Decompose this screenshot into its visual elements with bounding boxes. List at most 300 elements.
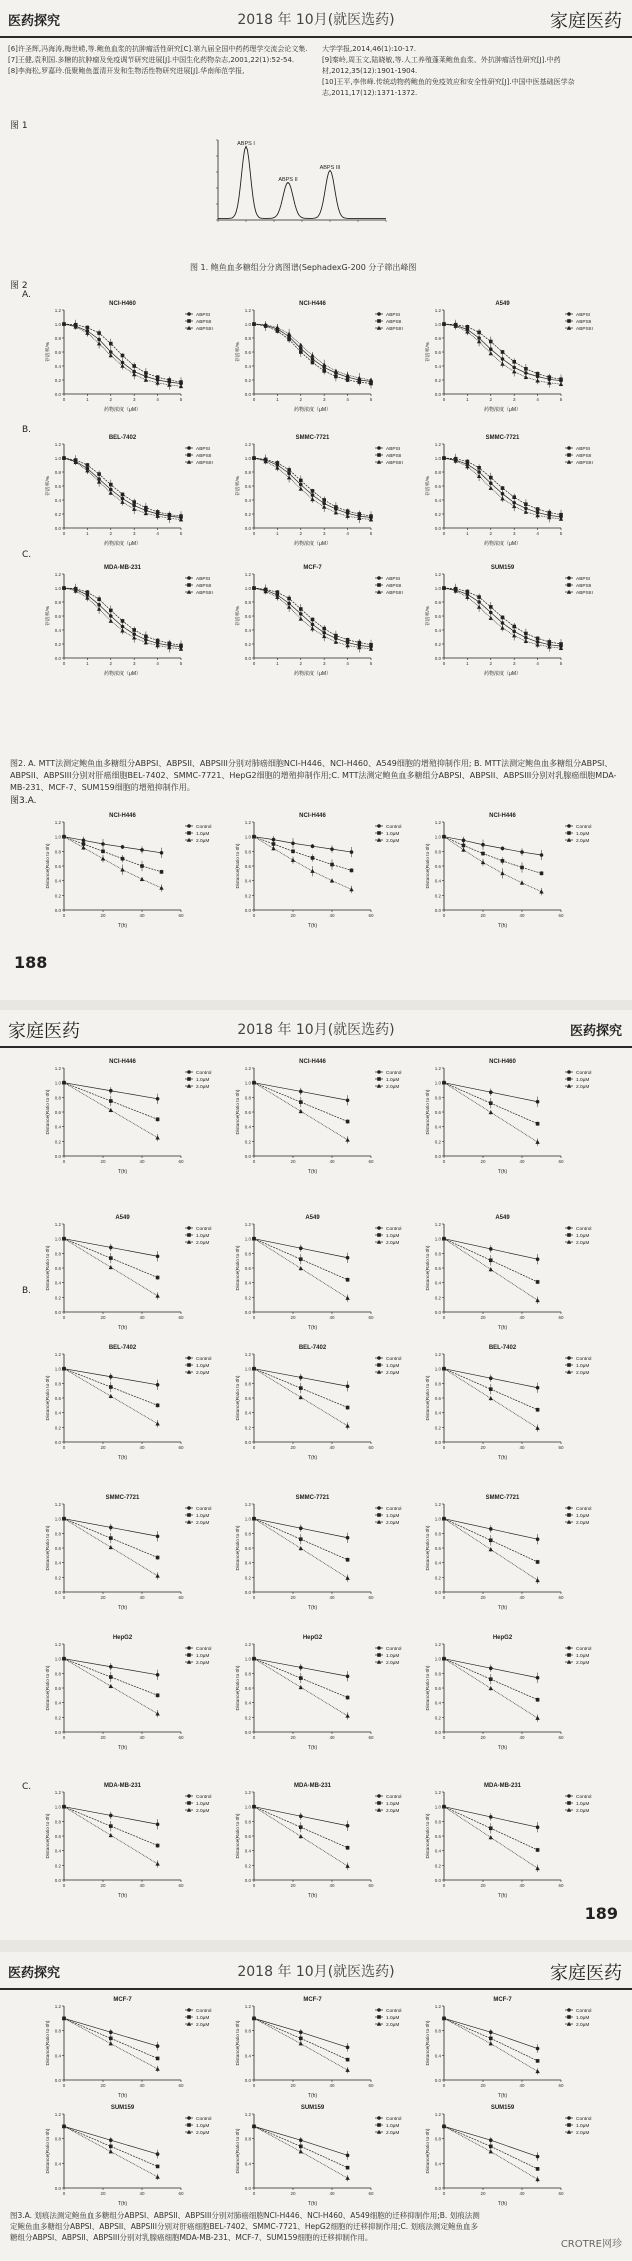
legend-label: 2.0μM bbox=[576, 2023, 590, 2028]
y-tick-label: 0.4 bbox=[434, 2161, 441, 2167]
header-issue: 2018 年 10月(就医选药) bbox=[237, 1964, 395, 1980]
y-tick-label: 1.2 bbox=[244, 1790, 251, 1795]
data-point bbox=[477, 466, 481, 470]
x-tick-label: 1 bbox=[276, 531, 279, 536]
y-tick-label: 0.8 bbox=[54, 1251, 61, 1257]
y-tick-label: 0.8 bbox=[54, 1531, 61, 1537]
x-tick-label: 1 bbox=[276, 661, 279, 666]
y-axis-label: Distance(Ratio to 0h) bbox=[426, 1525, 431, 1571]
y-tick-label: 0.6 bbox=[434, 1686, 441, 1691]
y-tick-label: 1.0 bbox=[434, 456, 441, 461]
y-tick-label: 0.8 bbox=[244, 1095, 251, 1101]
x-tick-label: 5 bbox=[369, 397, 373, 402]
data-point bbox=[287, 332, 291, 336]
data-point bbox=[535, 379, 539, 383]
y-tick-label: 1.0 bbox=[434, 1656, 441, 1662]
figure-1-caption: 图 1. 鲍鱼血多糖组分分离图谱(SephadexG-200 分子筛出峰图 bbox=[190, 263, 417, 272]
data-point bbox=[311, 618, 315, 622]
chart-title: MCF-7 bbox=[113, 1997, 132, 2003]
reference-item: [9]秦岭,周玉文,陆晓敏,等.人工养殖蓬莱鲍鱼血浆、外抗肿瘤活性研究[J].中药材,2012,35(12):1901-1904. bbox=[322, 56, 561, 75]
line-chart bbox=[38, 560, 223, 678]
y-tick-label: 0.6 bbox=[244, 1266, 251, 1271]
chart-title: BEL-7402 bbox=[488, 1345, 517, 1351]
legend-label: 2.0μM bbox=[196, 1521, 210, 1526]
line-chart bbox=[38, 1992, 223, 2100]
legend-label: Control bbox=[196, 1227, 212, 1232]
data-point bbox=[535, 2069, 539, 2073]
data-point bbox=[132, 507, 136, 511]
chart-title: BEL-7402 bbox=[108, 1345, 137, 1351]
data-point bbox=[461, 848, 465, 852]
chart-title: SMMC-7721 bbox=[105, 1495, 140, 1501]
data-point bbox=[559, 382, 563, 386]
row-label-c: C. bbox=[22, 1782, 32, 1792]
line-chart bbox=[418, 1490, 603, 1612]
y-tick-label: 1.2 bbox=[54, 820, 61, 825]
data-point bbox=[535, 1866, 539, 1870]
data-point bbox=[109, 1089, 113, 1093]
y-tick-label: 0.4 bbox=[244, 1560, 251, 1566]
x-tick-label: 0 bbox=[62, 2191, 66, 2196]
y-axis-label: Distance(Ratio to 0h) bbox=[426, 1245, 431, 1291]
x-tick-label: 20 bbox=[480, 1445, 486, 1450]
header-section: 医药探究 bbox=[569, 1024, 622, 1039]
reference-item: [6]许圣辉,冯海涛,梅世崂,等.鲍鱼血浆的抗肿瘤活性研究[C].第九届全国中药药理学交流会论文集. bbox=[8, 45, 308, 53]
y-tick-label: 0.0 bbox=[54, 2078, 61, 2083]
data-point bbox=[524, 510, 528, 514]
y-tick-label: 0.8 bbox=[244, 1671, 251, 1677]
data-point bbox=[567, 319, 571, 323]
x-tick-label: 0 bbox=[252, 1445, 256, 1450]
legend-label: Control bbox=[386, 2009, 402, 2014]
data-point bbox=[155, 1711, 159, 1715]
x-axis-label: T(h) bbox=[497, 2201, 508, 2207]
y-tick-label: 1.0 bbox=[434, 1516, 441, 1522]
y-tick-label: 0.2 bbox=[434, 893, 441, 899]
y-axis-label: Distance(Ratio to 0h) bbox=[46, 1245, 51, 1291]
x-tick-label: 40 bbox=[139, 1445, 145, 1450]
y-tick-label: 1.0 bbox=[244, 1516, 251, 1522]
data-point bbox=[109, 2037, 113, 2041]
data-point bbox=[109, 491, 113, 495]
x-tick-label: 60 bbox=[558, 1445, 564, 1450]
data-point bbox=[346, 1278, 350, 1282]
data-point bbox=[97, 472, 101, 476]
series-line bbox=[64, 837, 162, 872]
y-tick-label: 0.8 bbox=[244, 2028, 251, 2034]
data-point bbox=[322, 362, 326, 366]
data-point bbox=[567, 2123, 571, 2127]
series-line bbox=[64, 458, 181, 520]
data-point bbox=[311, 489, 315, 493]
y-tick-label: 1.2 bbox=[244, 1352, 251, 1357]
x-tick-label: 40 bbox=[519, 1159, 525, 1164]
y-tick-label: 0.8 bbox=[54, 2136, 61, 2142]
data-point bbox=[310, 626, 314, 630]
x-tick-label: 60 bbox=[178, 1883, 184, 1888]
data-point bbox=[489, 1666, 493, 1670]
y-axis-label: 存活率/% bbox=[426, 342, 431, 362]
x-tick-label: 2 bbox=[299, 531, 303, 536]
chart-title: A549 bbox=[305, 1215, 320, 1221]
y-tick-label: 0.8 bbox=[244, 470, 251, 475]
legend-label: 2.0μM bbox=[386, 1521, 400, 1526]
y-tick-label: 0.4 bbox=[54, 1700, 61, 1706]
y-axis-label: Distance(Ratio to 0h) bbox=[46, 843, 51, 889]
data-point bbox=[536, 507, 540, 511]
data-point bbox=[489, 1110, 493, 1114]
x-tick-label: 2 bbox=[109, 397, 113, 402]
x-tick-label: 0 bbox=[62, 1445, 66, 1450]
legend-label: ABPSII bbox=[576, 320, 592, 325]
x-tick-label: 0 bbox=[62, 1735, 66, 1740]
data-point bbox=[120, 500, 124, 504]
x-axis-label: T(h) bbox=[117, 1893, 128, 1899]
chart-title: NCI-H446 bbox=[299, 813, 326, 819]
y-axis-label: Distance(Ratio to 0h) bbox=[236, 1665, 241, 1711]
y-tick-label: 1.2 bbox=[434, 1066, 441, 1071]
line-chart bbox=[38, 296, 223, 414]
data-point bbox=[346, 2154, 350, 2158]
y-tick-label: 0.0 bbox=[244, 656, 251, 661]
x-tick-label: 20 bbox=[480, 1883, 486, 1888]
data-point bbox=[330, 863, 334, 867]
y-axis-label: Distance(Ratio to 0h) bbox=[46, 1089, 51, 1135]
y-tick-label: 0.0 bbox=[434, 1730, 441, 1735]
y-tick-label: 0.4 bbox=[434, 628, 441, 633]
legend-label: Control bbox=[386, 1357, 402, 1362]
y-tick-label: 0.4 bbox=[434, 878, 441, 884]
y-tick-label: 0.2 bbox=[244, 893, 251, 899]
y-tick-label: 0.8 bbox=[244, 2136, 251, 2142]
chart-title: NCI-H446 bbox=[299, 1059, 326, 1065]
x-axis-label: 药物浓度（μM） bbox=[483, 671, 522, 677]
x-tick-label: 20 bbox=[100, 1159, 106, 1164]
y-axis-label: 存活率/% bbox=[236, 476, 241, 496]
legend-label: Control bbox=[386, 1507, 402, 1512]
x-tick-label: 0 bbox=[62, 1883, 66, 1888]
data-point bbox=[535, 2177, 539, 2181]
data-point bbox=[377, 576, 381, 580]
y-tick-label: 0.0 bbox=[244, 1154, 251, 1159]
chart-title: SUM159 bbox=[490, 2105, 515, 2111]
legend-label: 1.0μM bbox=[576, 2124, 590, 2129]
legend-label: 2.0μM bbox=[386, 1809, 400, 1814]
header-magazine: 家庭医药 bbox=[550, 1963, 622, 1984]
y-tick-label: 1.0 bbox=[54, 1804, 61, 1810]
legend-label: 2.0μM bbox=[386, 1241, 400, 1246]
x-tick-label: 40 bbox=[139, 1315, 145, 1320]
data-point bbox=[462, 844, 466, 848]
x-tick-label: 4 bbox=[156, 397, 159, 402]
data-point bbox=[140, 864, 144, 868]
data-point bbox=[477, 595, 481, 599]
header-magazine: 家庭医药 bbox=[550, 11, 622, 32]
legend-label: Control bbox=[196, 1647, 212, 1652]
data-point bbox=[477, 605, 481, 609]
data-point bbox=[524, 502, 528, 506]
y-tick-label: 0.6 bbox=[54, 614, 61, 619]
legend-label: ABPSII bbox=[386, 454, 402, 459]
x-tick-label: 40 bbox=[519, 1883, 525, 1888]
y-tick-label: 0.4 bbox=[434, 1560, 441, 1566]
y-tick-label: 0.6 bbox=[434, 484, 441, 489]
data-point bbox=[567, 1646, 571, 1650]
x-axis-label: T(h) bbox=[307, 2093, 318, 2099]
legend-label: ABPSII bbox=[576, 584, 592, 589]
line-chart bbox=[228, 1054, 413, 1176]
legend-label: ABPSI bbox=[386, 313, 401, 318]
x-tick-label: 60 bbox=[368, 1735, 374, 1740]
y-axis-label: Distance(Ratio to 0h) bbox=[46, 1813, 51, 1859]
series-line bbox=[64, 588, 181, 647]
legend-label: 2.0μM bbox=[576, 1241, 590, 1246]
data-point bbox=[109, 1545, 113, 1549]
data-point bbox=[346, 1120, 350, 1124]
data-point bbox=[160, 851, 164, 855]
x-tick-label: 60 bbox=[178, 1159, 184, 1164]
data-point bbox=[132, 628, 136, 632]
y-tick-label: 0.4 bbox=[434, 1848, 441, 1854]
legend-label: 2.0μM bbox=[576, 1371, 590, 1376]
x-tick-label: 40 bbox=[519, 1445, 525, 1450]
y-tick-label: 0.6 bbox=[244, 1686, 251, 1691]
chart-title: NCI-H446 bbox=[109, 813, 136, 819]
data-point bbox=[276, 461, 280, 465]
data-point bbox=[140, 848, 144, 852]
data-point bbox=[377, 824, 381, 828]
y-tick-label: 0.6 bbox=[54, 484, 61, 489]
data-point bbox=[187, 2116, 191, 2120]
data-point bbox=[109, 1814, 113, 1818]
legend-label: ABPSIII bbox=[576, 591, 593, 596]
y-tick-label: 1.2 bbox=[54, 1352, 61, 1357]
data-point bbox=[466, 325, 470, 329]
y-axis-label: Distance(Ratio to 0h) bbox=[236, 2020, 241, 2066]
data-point bbox=[187, 1077, 191, 1081]
y-tick-label: 0.2 bbox=[434, 642, 441, 647]
data-point bbox=[535, 1426, 539, 1430]
data-point bbox=[156, 1534, 160, 1538]
x-tick-label: 60 bbox=[368, 2083, 374, 2088]
x-tick-label: 3 bbox=[512, 531, 516, 536]
x-tick-label: 40 bbox=[519, 2191, 525, 2196]
y-tick-label: 0.2 bbox=[244, 1139, 251, 1145]
y-tick-label: 0.8 bbox=[54, 2028, 61, 2034]
legend-label: 2.0μM bbox=[576, 1809, 590, 1814]
data-point bbox=[377, 2116, 381, 2120]
figure-3-label: 图3.A. bbox=[10, 796, 37, 806]
x-tick-label: 1 bbox=[276, 397, 279, 402]
x-tick-label: 40 bbox=[519, 1315, 525, 1320]
y-tick-label: 0.2 bbox=[434, 1139, 441, 1145]
chart-title: NCI-H446 bbox=[299, 301, 326, 307]
y-tick-label: 0.0 bbox=[54, 526, 61, 531]
y-tick-label: 1.0 bbox=[54, 1236, 61, 1242]
data-point bbox=[187, 583, 191, 587]
y-tick-label: 1.0 bbox=[54, 1080, 61, 1086]
y-tick-label: 1.0 bbox=[54, 1656, 61, 1662]
y-tick-label: 0.4 bbox=[434, 498, 441, 503]
y-tick-label: 1.2 bbox=[54, 1790, 61, 1795]
y-tick-label: 1.0 bbox=[244, 1236, 251, 1242]
data-point bbox=[567, 453, 571, 457]
y-axis-label: 存活率/% bbox=[426, 476, 431, 496]
data-point bbox=[330, 847, 334, 851]
data-point bbox=[536, 2047, 540, 2051]
y-tick-label: 0.0 bbox=[434, 908, 441, 913]
y-tick-label: 1.2 bbox=[244, 2004, 251, 2009]
x-tick-label: 0 bbox=[442, 1315, 446, 1320]
data-point bbox=[299, 1814, 303, 1818]
y-tick-label: 0.2 bbox=[54, 1715, 61, 1721]
y-tick-label: 0.2 bbox=[54, 1295, 61, 1301]
data-point bbox=[322, 634, 326, 638]
legend-label: ABPSII bbox=[576, 454, 592, 459]
data-point bbox=[156, 1822, 160, 1826]
data-point bbox=[187, 1070, 191, 1074]
y-tick-label: 0.0 bbox=[434, 1154, 441, 1159]
data-point bbox=[559, 513, 563, 517]
y-tick-label: 0.0 bbox=[54, 1590, 61, 1595]
x-tick-label: 5 bbox=[179, 397, 183, 402]
x-tick-label: 4 bbox=[346, 661, 349, 666]
y-axis-label: Distance(Ratio to 0h) bbox=[426, 2020, 431, 2066]
legend-label: 1.0μM bbox=[576, 1234, 590, 1239]
data-point bbox=[322, 627, 326, 631]
x-tick-label: 20 bbox=[290, 2191, 296, 2196]
x-tick-label: 0 bbox=[252, 1595, 256, 1600]
legend-label: ABPSIII bbox=[386, 591, 403, 596]
legend-label: Control bbox=[576, 1227, 592, 1232]
data-point bbox=[187, 831, 191, 835]
data-point bbox=[536, 1280, 540, 1284]
data-point bbox=[477, 331, 481, 335]
data-point bbox=[501, 350, 505, 354]
y-tick-label: 1.2 bbox=[434, 1502, 441, 1507]
chart-title: MDA-MB-231 bbox=[483, 1783, 522, 1789]
data-point bbox=[187, 1233, 191, 1237]
data-point bbox=[109, 1385, 113, 1389]
data-point bbox=[109, 1099, 113, 1103]
y-tick-label: 0.4 bbox=[244, 1410, 251, 1416]
y-tick-label: 0.2 bbox=[244, 642, 251, 647]
data-point bbox=[299, 1537, 303, 1541]
x-tick-label: 20 bbox=[480, 1159, 486, 1164]
legend-label: 1.0μM bbox=[386, 1514, 400, 1519]
line-chart bbox=[228, 1340, 413, 1462]
data-point bbox=[489, 1247, 493, 1251]
x-tick-label: 60 bbox=[178, 913, 184, 918]
data-point bbox=[144, 635, 148, 639]
y-tick-label: 0.0 bbox=[434, 1440, 441, 1445]
chart-title: A549 bbox=[115, 1215, 130, 1221]
data-point bbox=[291, 858, 295, 862]
x-tick-label: 40 bbox=[329, 1883, 335, 1888]
series-line bbox=[254, 458, 371, 518]
x-tick-label: 0 bbox=[62, 2083, 66, 2088]
data-point bbox=[299, 479, 303, 483]
y-tick-label: 0.6 bbox=[244, 1834, 251, 1839]
legend-label: 2.0μM bbox=[576, 839, 590, 844]
x-tick-label: 20 bbox=[290, 2083, 296, 2088]
legend-label: 2.0μM bbox=[196, 839, 210, 844]
data-point bbox=[377, 1506, 381, 1510]
data-point bbox=[97, 597, 101, 601]
y-tick-label: 0.0 bbox=[434, 2186, 441, 2191]
data-point bbox=[144, 371, 148, 375]
y-axis-label: 存活率/% bbox=[236, 606, 241, 626]
data-point bbox=[567, 1233, 571, 1237]
data-point bbox=[567, 576, 571, 580]
data-point bbox=[109, 1833, 113, 1837]
data-point bbox=[109, 1665, 113, 1669]
data-point bbox=[567, 1226, 571, 1230]
data-point bbox=[536, 1100, 540, 1104]
y-tick-label: 0.2 bbox=[54, 378, 61, 383]
legend-label: ABPSIII bbox=[576, 461, 593, 466]
data-point bbox=[346, 1674, 350, 1678]
data-point bbox=[489, 2037, 493, 2041]
line-chart bbox=[418, 1630, 603, 1752]
data-point bbox=[287, 468, 291, 472]
data-point bbox=[109, 2149, 113, 2153]
y-tick-label: 0.4 bbox=[244, 1700, 251, 1706]
data-point bbox=[489, 1539, 493, 1543]
data-point bbox=[489, 340, 493, 344]
data-point bbox=[345, 1864, 349, 1868]
legend-label: Control bbox=[386, 1071, 402, 1076]
x-axis-label: T(h) bbox=[117, 2093, 128, 2099]
line-chart bbox=[418, 1340, 603, 1462]
data-point bbox=[132, 364, 136, 368]
data-point bbox=[299, 2037, 303, 2041]
data-point bbox=[567, 1077, 571, 1081]
line-chart bbox=[228, 1490, 413, 1612]
legend-label: Control bbox=[576, 1647, 592, 1652]
data-point bbox=[299, 2030, 303, 2034]
data-point bbox=[97, 331, 101, 335]
references-left bbox=[8, 44, 308, 77]
data-point bbox=[155, 1294, 159, 1298]
data-point bbox=[287, 597, 291, 601]
x-tick-label: 40 bbox=[139, 2083, 145, 2088]
data-point bbox=[477, 474, 481, 478]
legend-label: 2.0μM bbox=[386, 839, 400, 844]
data-point bbox=[501, 859, 505, 863]
line-chart bbox=[38, 1630, 223, 1752]
page-188 bbox=[0, 0, 632, 1000]
y-axis-label: Distance(Ratio to 0h) bbox=[236, 1525, 241, 1571]
x-axis-label: 药物浓度（μM） bbox=[293, 407, 332, 413]
data-point bbox=[345, 1576, 349, 1580]
x-tick-label: 4 bbox=[536, 661, 539, 666]
data-point bbox=[489, 1547, 493, 1551]
x-tick-label: 0 bbox=[442, 2083, 446, 2088]
legend-label: Control bbox=[576, 2009, 592, 2014]
x-tick-label: 20 bbox=[290, 913, 296, 918]
x-tick-label: 0 bbox=[442, 661, 446, 666]
data-point bbox=[377, 446, 381, 450]
data-point bbox=[109, 2138, 113, 2142]
data-point bbox=[536, 2059, 540, 2063]
data-point bbox=[536, 1676, 540, 1680]
x-axis-label: T(h) bbox=[497, 1893, 508, 1899]
y-tick-label: 1.2 bbox=[434, 2112, 441, 2117]
x-tick-label: 0 bbox=[62, 661, 66, 666]
legend-label: 1.0μM bbox=[196, 832, 210, 837]
x-tick-label: 20 bbox=[290, 1315, 296, 1320]
